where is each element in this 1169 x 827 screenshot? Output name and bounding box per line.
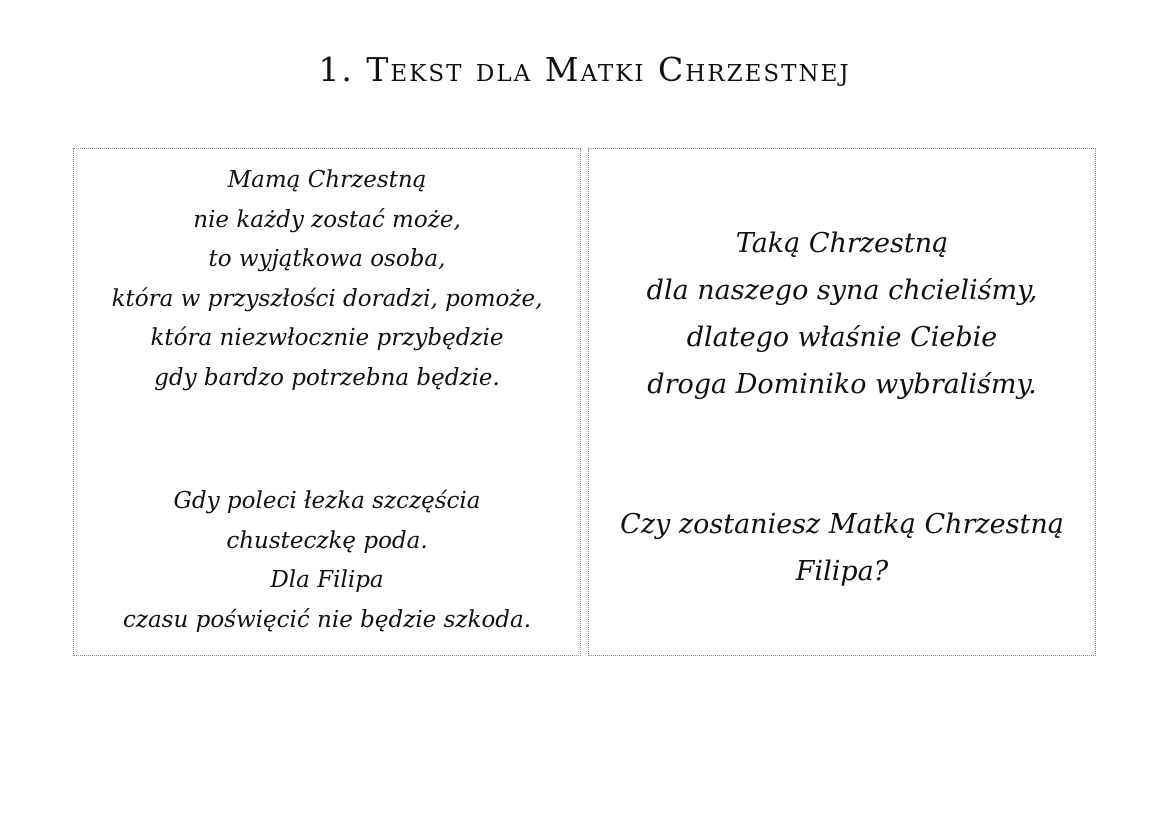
verse-line: gdy bardzo potrzebna będzie. <box>154 364 500 391</box>
verse-line: czasu poświęcić nie będzie szkoda. <box>122 606 532 633</box>
stanza <box>589 501 1095 595</box>
stanza <box>74 161 580 398</box>
verse-line: która w przyszłości doradzi, pomoże, <box>111 285 543 312</box>
verse-line: która niezwłocznie przybędzie <box>150 325 504 351</box>
verse-line: nie każdy zostać może, <box>193 206 461 233</box>
verse-line: Filipa? <box>795 556 889 587</box>
verse-line: Czy zostaniesz Matką Chrzestną <box>620 509 1064 540</box>
page-title: 1. Tekst dla Matki Chrzestnej <box>318 50 851 89</box>
verse-line: dlatego właśnie Ciebie <box>686 322 998 353</box>
verse-card-left <box>73 148 581 656</box>
verse-line: Taką Chrzestną <box>735 228 949 259</box>
verse-line: droga Dominiko wybraliśmy. <box>647 369 1037 400</box>
verse-line: to wyjątkowa osoba, <box>208 246 446 272</box>
verse-card-right <box>588 148 1096 656</box>
verse-line: dla naszego syna chcieliśmy, <box>646 275 1038 306</box>
verse-line: Mamą Chrzestną <box>227 167 427 193</box>
verse-line: Gdy poleci łezka szczęścia <box>173 488 481 514</box>
verse-line: Dla Filipa <box>270 567 384 593</box>
verse-line: chusteczkę poda. <box>226 527 428 554</box>
stanza <box>589 220 1095 408</box>
stanza <box>74 482 580 640</box>
